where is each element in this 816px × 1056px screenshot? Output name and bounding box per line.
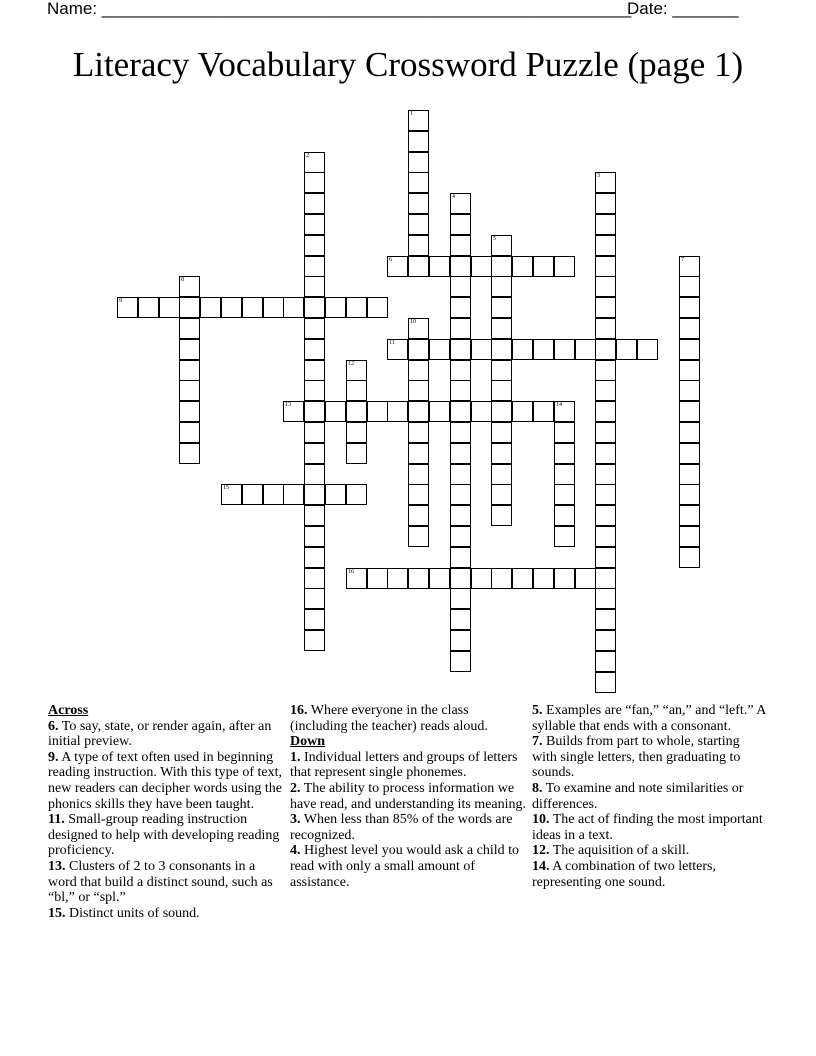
crossword-cell[interactable] [637, 339, 658, 360]
clues-column-1 [48, 703, 284, 921]
crossword-cell[interactable] [679, 360, 700, 381]
crossword-cell[interactable] [367, 297, 388, 318]
crossword-cell[interactable] [595, 526, 616, 547]
cell-number: 14 [556, 402, 562, 408]
crossword-cell[interactable] [512, 256, 533, 277]
crossword-cell[interactable] [242, 484, 263, 505]
clue-across-9 [48, 750, 284, 812]
crossword-cell[interactable] [679, 256, 700, 277]
crossword-cell[interactable] [595, 422, 616, 443]
crossword-cell[interactable] [304, 443, 325, 464]
crossword-cell[interactable] [304, 276, 325, 297]
crossword-cell[interactable] [304, 193, 325, 214]
clue-text: The act of finding the most important ideas in a text. [532, 812, 763, 843]
crossword-cell[interactable] [595, 256, 616, 277]
crossword-cell[interactable] [429, 401, 450, 422]
crossword-cell[interactable] [408, 152, 429, 173]
crossword-cell[interactable] [408, 568, 429, 589]
clue-across-16 [290, 703, 526, 734]
crossword-cell[interactable] [450, 484, 471, 505]
clue-text: To examine and note similarities or differences. [532, 780, 744, 812]
cell-number: 9 [119, 298, 122, 304]
crossword-cell[interactable] [679, 464, 700, 485]
crossword-cell[interactable] [512, 339, 533, 360]
crossword-cell[interactable] [512, 401, 533, 422]
crossword-cell[interactable] [595, 297, 616, 318]
crossword-cell[interactable] [471, 256, 492, 277]
crossword-cell[interactable] [367, 401, 388, 422]
cell-number: 8 [181, 277, 184, 283]
clue-text: Small-group reading instruction designed to help with developing reading proficiency. [48, 812, 280, 859]
crossword-cell[interactable] [346, 380, 367, 401]
crossword-cell[interactable] [408, 339, 429, 360]
crossword-cell[interactable] [595, 380, 616, 401]
clue-text: When less than 85% of the words are recognized. [290, 812, 513, 843]
clue-number: 13. [48, 858, 66, 874]
crossword-cell[interactable] [408, 443, 429, 464]
crossword-cell[interactable] [179, 318, 200, 339]
crossword-cell[interactable] [491, 484, 512, 505]
clue-across-13 [48, 859, 284, 906]
clue-down-4 [290, 843, 526, 890]
crossword-cell[interactable] [304, 297, 325, 318]
clue-down-3 [290, 812, 526, 843]
crossword-cell[interactable] [595, 464, 616, 485]
crossword-cell[interactable] [679, 505, 700, 526]
crossword-cell[interactable] [304, 380, 325, 401]
date-field-label[interactable]: Date: _______ [627, 0, 739, 18]
crossword-cell[interactable] [595, 672, 616, 693]
crossword-cell[interactable] [242, 297, 263, 318]
clue-number: 5. [532, 703, 543, 718]
crossword-cell[interactable] [179, 380, 200, 401]
cell-number: 16 [348, 569, 354, 575]
cell-number: 11 [389, 340, 395, 346]
crossword-cell[interactable] [346, 401, 367, 422]
crossword-cell[interactable] [450, 360, 471, 381]
clue-text: Individual letters and groups of letters that represent single phonemes. [290, 749, 518, 781]
crossword-cell[interactable] [179, 339, 200, 360]
clue-down-5 [532, 703, 768, 734]
crossword-cell[interactable] [679, 526, 700, 547]
crossword-cell[interactable] [471, 401, 492, 422]
crossword-cell[interactable] [450, 256, 471, 277]
clue-text: Builds from part to whole, starting with single letters, then graduating to sounds. [532, 734, 741, 781]
crossword-cell[interactable] [595, 214, 616, 235]
clue-across-11 [48, 812, 284, 859]
crossword-cell[interactable] [595, 235, 616, 256]
crossword-cell[interactable] [304, 547, 325, 568]
crossword-cell[interactable] [595, 360, 616, 381]
crossword-cell[interactable] [491, 380, 512, 401]
crossword-cell[interactable] [450, 443, 471, 464]
crossword-cell[interactable] [491, 297, 512, 318]
crossword-cell[interactable] [450, 235, 471, 256]
crossword-cell[interactable] [595, 339, 616, 360]
crossword-cell[interactable] [408, 131, 429, 152]
crossword-cell[interactable] [450, 318, 471, 339]
crossword-cell[interactable] [367, 568, 388, 589]
clue-down-10 [532, 812, 768, 843]
clue-number: 14. [532, 858, 550, 874]
crossword-cell[interactable] [304, 588, 325, 609]
clue-down-8 [532, 781, 768, 812]
clue-text: Highest level you would ask a child to read with only a small amount of assistance. [290, 843, 520, 890]
crossword-cell[interactable] [554, 568, 575, 589]
clue-down-2 [290, 781, 526, 812]
crossword-cell[interactable] [387, 568, 408, 589]
crossword-cell[interactable] [679, 297, 700, 318]
crossword-cell[interactable] [346, 297, 367, 318]
crossword-cell[interactable] [346, 484, 367, 505]
crossword-cell[interactable] [554, 443, 575, 464]
crossword-cell[interactable] [304, 484, 325, 505]
clue-number: 3. [290, 812, 301, 828]
crossword-cell[interactable] [450, 380, 471, 401]
crossword-cell[interactable] [533, 401, 554, 422]
crossword-cell[interactable] [450, 214, 471, 235]
crossword-cell[interactable] [595, 630, 616, 651]
crossword-cell[interactable] [387, 401, 408, 422]
clue-text: Clusters of 2 to 3 consonants in a word that build a distinct sound, such as “bl,” or “spl.” [48, 858, 273, 906]
crossword-cell[interactable] [408, 464, 429, 485]
crossword-cell[interactable] [491, 464, 512, 485]
clue-number: 2. [290, 780, 301, 796]
cell-number: 7 [681, 257, 684, 263]
crossword-cell[interactable] [450, 630, 471, 651]
crossword-cell[interactable] [304, 152, 325, 173]
crossword-cell[interactable] [179, 360, 200, 381]
crossword-cell[interactable] [595, 401, 616, 422]
down-heading: Down [290, 734, 326, 750]
name-field-label[interactable]: Name: ________________________________________________________ [47, 0, 632, 18]
crossword-cell[interactable] [450, 588, 471, 609]
crossword-cell[interactable] [429, 339, 450, 360]
crossword-cell[interactable] [221, 484, 242, 505]
crossword-cell[interactable] [679, 380, 700, 401]
clues-column-2 [290, 703, 526, 890]
crossword-cell[interactable] [679, 339, 700, 360]
crossword-cell[interactable] [304, 214, 325, 235]
crossword-cell[interactable] [346, 422, 367, 443]
crossword-cell[interactable] [408, 193, 429, 214]
crossword-cell[interactable] [679, 547, 700, 568]
cell-number: 3 [597, 173, 600, 179]
crossword-cell[interactable] [491, 276, 512, 297]
crossword-cell[interactable] [387, 339, 408, 360]
cell-number: 13 [285, 402, 291, 408]
crossword-cell[interactable] [408, 505, 429, 526]
crossword-cell[interactable] [325, 401, 346, 422]
clue-number: 11. [48, 812, 65, 828]
crossword-cell[interactable] [595, 609, 616, 630]
crossword-cell[interactable] [595, 318, 616, 339]
crossword-cell[interactable] [491, 401, 512, 422]
crossword-cell[interactable] [408, 214, 429, 235]
crossword-cell[interactable] [304, 401, 325, 422]
crossword-cell[interactable] [595, 443, 616, 464]
crossword-cell[interactable] [408, 422, 429, 443]
crossword-cell[interactable] [304, 235, 325, 256]
crossword-cell[interactable] [595, 484, 616, 505]
crossword-cell[interactable] [533, 256, 554, 277]
crossword-cell[interactable] [304, 526, 325, 547]
crossword-cell[interactable] [450, 339, 471, 360]
crossword-cell[interactable] [554, 505, 575, 526]
crossword-cell[interactable] [263, 297, 284, 318]
clue-across-6 [48, 719, 284, 750]
crossword-cell[interactable] [283, 484, 304, 505]
across-heading: Across [48, 703, 89, 718]
crossword-cell[interactable] [304, 318, 325, 339]
crossword-cell[interactable] [325, 297, 346, 318]
crossword-cell[interactable] [200, 297, 221, 318]
crossword-cell[interactable] [595, 547, 616, 568]
crossword-cell[interactable] [408, 401, 429, 422]
clue-down-14 [532, 859, 768, 890]
crossword-cell[interactable] [554, 256, 575, 277]
crossword-cell[interactable] [554, 339, 575, 360]
crossword-cell[interactable] [616, 339, 637, 360]
crossword-cell[interactable] [491, 339, 512, 360]
crossword-cell[interactable] [450, 276, 471, 297]
crossword-cell[interactable] [346, 568, 367, 589]
clue-text: The aquisition of a skill. [552, 843, 690, 859]
crossword-cell[interactable] [304, 464, 325, 485]
crossword-cell[interactable] [595, 172, 616, 193]
crossword-cell[interactable] [221, 297, 242, 318]
crossword-cell[interactable] [408, 235, 429, 256]
clue-number: 8. [532, 780, 543, 796]
crossword-cell[interactable] [450, 547, 471, 568]
crossword-cell[interactable] [679, 276, 700, 297]
crossword-cell[interactable] [471, 339, 492, 360]
crossword-cell[interactable] [450, 505, 471, 526]
clue-number: 9. [48, 749, 59, 765]
crossword-cell[interactable] [450, 464, 471, 485]
clue-text: A combination of two letters, representing one sound. [532, 858, 716, 890]
crossword-cell[interactable] [429, 568, 450, 589]
clues-column-3 [532, 703, 768, 890]
crossword-cell[interactable] [408, 110, 429, 131]
cell-number: 10 [410, 319, 416, 325]
crossword-cell[interactable] [283, 401, 304, 422]
crossword-cell[interactable] [679, 401, 700, 422]
crossword-cell[interactable] [304, 609, 325, 630]
crossword-cell[interactable] [450, 422, 471, 443]
clue-across-15 [48, 906, 284, 922]
crossword-cell[interactable] [450, 568, 471, 589]
crossword-cell[interactable] [512, 568, 533, 589]
crossword-cell[interactable] [159, 297, 180, 318]
crossword-cell[interactable] [575, 339, 596, 360]
cell-number: 6 [389, 257, 392, 263]
crossword-cell[interactable] [304, 568, 325, 589]
clue-text: Examples are “fan,” “an,” and “left.” A syllable that ends with a consonant. [532, 703, 766, 734]
clue-number: 15. [48, 905, 66, 921]
crossword-cell[interactable] [408, 172, 429, 193]
crossword-cell[interactable] [179, 422, 200, 443]
crossword-cell[interactable] [450, 609, 471, 630]
crossword-cell[interactable] [595, 651, 616, 672]
crossword-cell[interactable] [595, 505, 616, 526]
crossword-cell[interactable] [325, 484, 346, 505]
page-title: Literacy Vocabulary Crossword Puzzle (page 1) [72, 45, 744, 84]
crossword-cell[interactable] [179, 276, 200, 297]
cell-number: 2 [306, 153, 309, 159]
crossword-cell[interactable] [408, 360, 429, 381]
cell-number: 1 [410, 111, 413, 117]
clue-number: 10. [532, 812, 550, 828]
crossword-cell[interactable] [679, 422, 700, 443]
clue-down-1 [290, 750, 526, 781]
clue-text: A type of text often used in beginning reading instruction. With this type of text, new readers can decipher words using the phonics skills they have been taught. [48, 749, 283, 812]
crossword-cell[interactable] [263, 484, 284, 505]
crossword-cell[interactable] [491, 422, 512, 443]
crossword-cell[interactable] [450, 401, 471, 422]
crossword-cell[interactable] [450, 297, 471, 318]
crossword-cell[interactable] [304, 256, 325, 277]
cell-number: 15 [223, 485, 229, 491]
cell-number: 4 [452, 194, 455, 200]
crossword-cell[interactable] [387, 256, 408, 277]
clue-text: Distinct units of sound. [69, 905, 200, 921]
crossword-cell[interactable] [554, 422, 575, 443]
clue-text: To say, state, or render again, after an initial preview. [48, 718, 272, 750]
crossword-cell[interactable] [471, 568, 492, 589]
crossword-cell[interactable] [408, 256, 429, 277]
crossword-cell[interactable] [491, 318, 512, 339]
crossword-cell[interactable] [304, 505, 325, 526]
clue-down-12 [532, 843, 768, 859]
crossword-cell[interactable] [304, 360, 325, 381]
clue-number: 1. [290, 749, 301, 765]
crossword-cell[interactable] [595, 276, 616, 297]
crossword-cell[interactable] [346, 360, 367, 381]
crossword-cell[interactable] [450, 526, 471, 547]
crossword-cell[interactable] [679, 484, 700, 505]
crossword-cell[interactable] [595, 568, 616, 589]
crossword-cell[interactable] [304, 339, 325, 360]
crossword-cell[interactable] [533, 339, 554, 360]
crossword-cell[interactable] [575, 568, 596, 589]
crossword-cell[interactable] [304, 630, 325, 651]
crossword-cell[interactable] [554, 464, 575, 485]
clue-number: 4. [290, 843, 301, 859]
crossword-cell[interactable] [533, 568, 554, 589]
crossword-cell[interactable] [679, 443, 700, 464]
crossword-cell[interactable] [429, 256, 450, 277]
crossword-cell[interactable] [304, 172, 325, 193]
cell-number: 12 [348, 361, 354, 367]
crossword-cell[interactable] [179, 297, 200, 318]
crossword-cell[interactable] [408, 318, 429, 339]
crossword-cell[interactable] [491, 505, 512, 526]
crossword-cell[interactable] [408, 484, 429, 505]
crossword-cell[interactable] [554, 401, 575, 422]
crossword-cell[interactable] [304, 422, 325, 443]
clue-number: 7. [532, 734, 543, 750]
crossword-cell[interactable] [595, 193, 616, 214]
crossword-cell[interactable] [283, 297, 304, 318]
crossword-cell[interactable] [450, 193, 471, 214]
crossword-cell[interactable] [595, 588, 616, 609]
clue-down-7 [532, 734, 768, 781]
crossword-cell[interactable] [491, 360, 512, 381]
clue-text: Where everyone in the class (including the teacher) reads aloud. [290, 703, 488, 734]
crossword-cell[interactable] [491, 256, 512, 277]
cell-number: 5 [493, 236, 496, 242]
crossword-cell[interactable] [554, 526, 575, 547]
crossword-cell[interactable] [491, 443, 512, 464]
crossword-cell[interactable] [491, 568, 512, 589]
crossword-cell[interactable] [554, 484, 575, 505]
clue-number: 12. [532, 843, 550, 859]
crossword-cell[interactable] [450, 651, 471, 672]
clue-number: 6. [48, 718, 59, 734]
clue-text: The ability to process information we have read, and understanding its meaning. [290, 780, 526, 812]
crossword-cell[interactable] [491, 235, 512, 256]
crossword-cell[interactable] [408, 380, 429, 401]
crossword-cell[interactable] [117, 297, 138, 318]
crossword-cell[interactable] [679, 318, 700, 339]
crossword-cell[interactable] [179, 401, 200, 422]
crossword-cell[interactable] [179, 443, 200, 464]
crossword-cell[interactable] [346, 443, 367, 464]
clue-number: 16. [290, 703, 308, 718]
crossword-cell[interactable] [408, 526, 429, 547]
crossword-cell[interactable] [138, 297, 159, 318]
